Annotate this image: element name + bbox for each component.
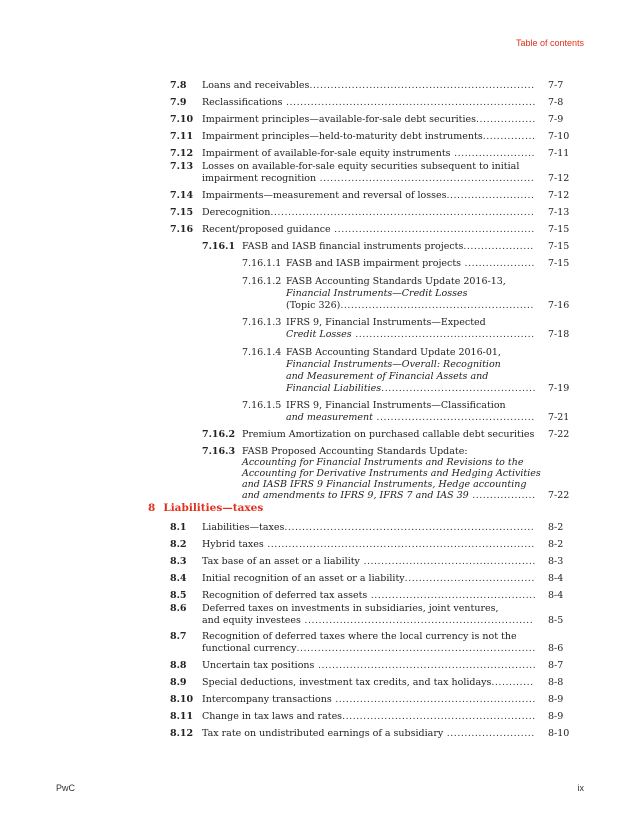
section-heading-8[interactable] bbox=[148, 502, 263, 514]
entry-number: 7.16 bbox=[170, 224, 194, 235]
entry-number: 7.16.1.4 bbox=[242, 347, 282, 358]
entry-number: 8.3 bbox=[170, 556, 187, 567]
entry-title: FASB Accounting Standards Update 2016-13, bbox=[286, 276, 506, 287]
entry-page: 7-19 bbox=[548, 383, 570, 394]
entry-title: Derecognition........................................................................... bbox=[202, 207, 535, 218]
section-title: Liabilities—taxes bbox=[163, 502, 264, 514]
entry-title: Tax base of an asset or a liability ................................................. bbox=[202, 556, 536, 567]
entry-number: 7.11 bbox=[170, 131, 194, 142]
entry-page: 7-12 bbox=[548, 173, 570, 184]
entry-number: 7.16.1.5 bbox=[242, 400, 282, 411]
entry-title: impairment recognition ............................................................. bbox=[202, 173, 535, 184]
entry-title: Liabilities—taxes....................................................................... bbox=[202, 522, 535, 533]
entry-title: IFRS 9, Financial Instruments—Expected bbox=[286, 317, 486, 328]
entry-number: 8.5 bbox=[170, 590, 187, 601]
entry-title: Intercompany transactions ......................................................... bbox=[202, 694, 536, 705]
entry-number: 7.8 bbox=[170, 80, 187, 91]
entry-page: 7-22 bbox=[548, 490, 570, 501]
entry-title: Uncertain tax positions .............................................................. bbox=[202, 660, 537, 671]
entry-title: Recent/proposed guidance ......................................................... bbox=[202, 224, 535, 235]
entry-title: Recognition of deferred tax assets ............................................... bbox=[202, 590, 537, 601]
entry-number: 7.12 bbox=[170, 148, 194, 159]
entry-page: 8-2 bbox=[548, 522, 564, 533]
entry-title: FASB and IASB financial instruments projects.................... bbox=[242, 241, 534, 252]
entry-title: IFRS 9, Financial Instruments—Classification bbox=[286, 400, 506, 411]
entry-number: 7.15 bbox=[170, 207, 194, 218]
entry-page: 8-4 bbox=[548, 573, 564, 584]
entry-title: Premium Amortization on purchased callable debt securities bbox=[242, 429, 535, 440]
entry-title: (Topic 326)....................................................... bbox=[286, 300, 534, 311]
entry-number: 8.6 bbox=[170, 603, 187, 614]
entry-number: 7.16.2 bbox=[202, 429, 236, 440]
entry-page: 8-7 bbox=[548, 660, 564, 671]
entry-title: Deferred taxes on investments in subsidiaries, joint ventures, bbox=[202, 603, 499, 614]
entry-number: 7.9 bbox=[170, 97, 187, 108]
entry-title: Losses on available-for-sale equity securities subsequent to initial bbox=[202, 161, 520, 172]
entry-number: 7.16.1.3 bbox=[242, 317, 282, 328]
entry-page: 7-16 bbox=[548, 300, 570, 311]
entry-title: functional currency.................................................................... bbox=[202, 643, 536, 654]
page-number: ix bbox=[577, 783, 584, 793]
entry-number: 8.4 bbox=[170, 573, 187, 584]
entry-title: Tax rate on undistributed earnings of a subsidiary ......................... bbox=[202, 728, 535, 739]
entry-title: Financial Liabilities............................................ bbox=[286, 383, 537, 394]
entry-page: 7-15 bbox=[548, 224, 570, 235]
entry-number: 8.1 bbox=[170, 522, 187, 533]
entry-page: 8-9 bbox=[548, 694, 564, 705]
entry-number: 8.11 bbox=[170, 711, 194, 722]
entry-number: 7.16.1.1 bbox=[242, 258, 282, 269]
entry-page: 8-4 bbox=[548, 590, 564, 601]
entry-title: Financial Instruments—Overall: Recognition bbox=[286, 359, 501, 370]
entry-title: FASB Proposed Accounting Standards Update: bbox=[242, 446, 468, 457]
entry-title: Recognition of deferred taxes where the local currency is not the bbox=[202, 631, 517, 642]
entry-title: and Measurement of Financial Assets and bbox=[286, 371, 489, 382]
entry-title: Reclassifications ....................................................................... bbox=[202, 97, 536, 108]
entry-page: 7-10 bbox=[548, 131, 570, 142]
entry-page: 8-10 bbox=[548, 728, 570, 739]
entry-title: and equity investees ................................................................. bbox=[202, 615, 534, 626]
entry-page: 7-21 bbox=[548, 412, 570, 423]
section-number: 8 bbox=[148, 502, 156, 514]
entry-title: Impairment principles—held-to-maturity debt instruments............... bbox=[202, 131, 536, 142]
entry-title: and amendments to IFRS 9, IFRS 7 and IAS 39 .................. bbox=[242, 490, 536, 501]
entry-number: 8.7 bbox=[170, 631, 187, 642]
entry-number: 7.13 bbox=[170, 161, 194, 172]
entry-title: Accounting for Derivative Instruments and Hedging Activities bbox=[242, 468, 541, 479]
entry-number: 7.16.3 bbox=[202, 446, 236, 457]
entry-page: 8-9 bbox=[548, 711, 564, 722]
entry-number: 7.10 bbox=[170, 114, 194, 125]
entry-page: 7-8 bbox=[548, 97, 564, 108]
entry-page: 8-3 bbox=[548, 556, 564, 567]
entry-title: Impairment of available-for-sale equity instruments ....................... bbox=[202, 148, 536, 159]
entry-page: 8-6 bbox=[548, 643, 564, 654]
entry-title: FASB and IASB impairment projects .................... bbox=[286, 258, 535, 269]
entry-number: 8.2 bbox=[170, 539, 187, 550]
entry-page: 7-18 bbox=[548, 329, 570, 340]
entry-title: Impairments—measurement and reversal of losses......................... bbox=[202, 190, 535, 201]
entry-number: 8.10 bbox=[170, 694, 194, 705]
entry-number: 8.12 bbox=[170, 728, 194, 739]
table-of-contents-link[interactable]: Table of contents bbox=[515, 38, 584, 48]
entry-number: 7.16.1.2 bbox=[242, 276, 282, 287]
entry-title: Initial recognition of an asset or a liability..................................... bbox=[202, 573, 535, 584]
entry-page: 7-7 bbox=[548, 80, 564, 91]
entry-title: Special deductions, investment tax credits, and tax holidays............ bbox=[202, 677, 534, 688]
entry-title: Credit Losses ................................................... bbox=[286, 329, 535, 340]
entry-title: Change in tax laws and rates....................................................... bbox=[202, 711, 536, 722]
entry-title: Loans and receivables................................................................ bbox=[202, 80, 535, 91]
entry-title: and measurement ............................................. bbox=[286, 412, 535, 423]
footer-brand: PwC bbox=[56, 783, 76, 793]
entry-page: 7-9 bbox=[548, 114, 564, 125]
entry-number: 7.16.1 bbox=[202, 241, 236, 252]
entry-title: Hybrid taxes ............................................................................ bbox=[202, 539, 535, 550]
entry-title: Financial Instruments—Credit Losses bbox=[286, 288, 468, 299]
entry-page: 7-15 bbox=[548, 258, 570, 269]
entry-number: 8.8 bbox=[170, 660, 187, 671]
entry-number: 8.9 bbox=[170, 677, 187, 688]
entry-page: 8-8 bbox=[548, 677, 564, 688]
entry-title: Impairment principles—available-for-sale debt securities................. bbox=[202, 114, 536, 125]
entry-page: 7-12 bbox=[548, 190, 570, 201]
entry-page: 7-15 bbox=[548, 241, 570, 252]
entry-title: FASB Accounting Standard Update 2016-01, bbox=[286, 347, 501, 358]
entry-page: 7-13 bbox=[548, 207, 570, 218]
entry-title: Accounting for Financial Instruments and Revisions to the bbox=[242, 457, 524, 468]
entry-page: 7-22 bbox=[548, 429, 570, 440]
entry-page: 8-5 bbox=[548, 615, 564, 626]
entry-page: 8-2 bbox=[548, 539, 564, 550]
entry-number: 7.14 bbox=[170, 190, 194, 201]
entry-page: 7-11 bbox=[548, 148, 570, 159]
entry-title: and IASB IFRS 9 Financial Instruments, Hedge accounting bbox=[242, 479, 527, 490]
